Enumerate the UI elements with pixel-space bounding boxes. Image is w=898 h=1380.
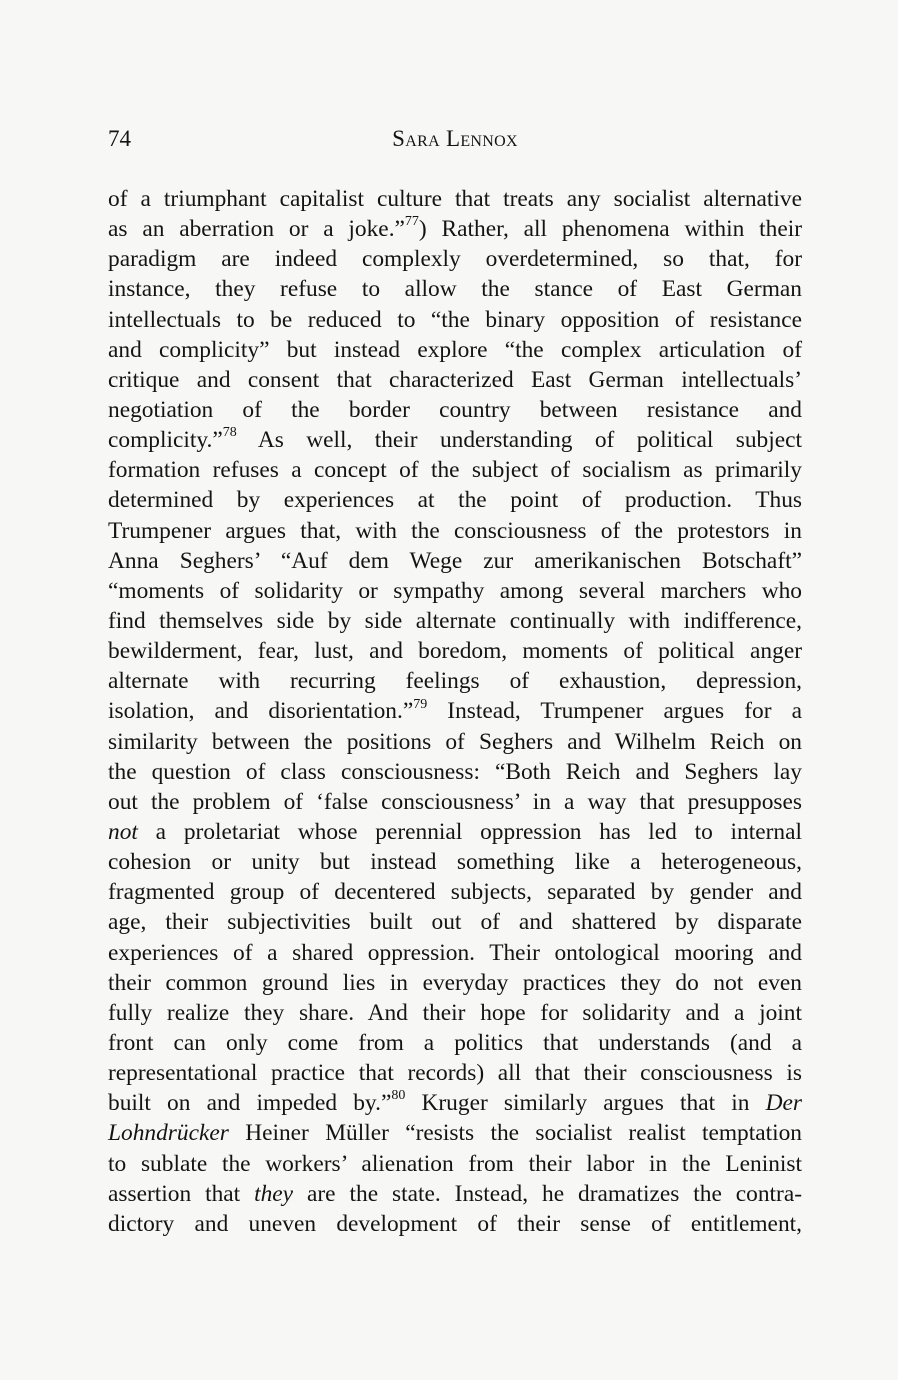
- text-line: built on and impeded by.”$^{80}$ Kruger similarly argues that in Der: [108, 1088, 802, 1117]
- text-line: isolation, and disorientation.”$^{79}$ Instead, Trumpener argues for a: [108, 696, 802, 725]
- text-line: instance, they refuse to allow the stance of East German: [108, 276, 802, 303]
- emphasis: Lohndrücker: [108, 1120, 229, 1147]
- text-line: fully realize they share. And their hope for solidarity and a joint: [108, 999, 802, 1026]
- text-line: determined by experiences at the point of production. Thus: [108, 487, 802, 514]
- text-line: out the problem of ‘false consciousness’ in a way that presupposes: [108, 788, 802, 815]
- text-line: Trumpener argues that, with the consciousness of the protestors in: [108, 517, 802, 544]
- text-line: cohesion or unity but instead something like a heterogeneous,: [108, 849, 802, 876]
- text-line: alternate with recurring feelings of exhaustion, depression,: [108, 668, 802, 695]
- text-line: Anna Seghers’ “Auf dem Wege zur amerikanischen Botschaft”: [108, 547, 802, 574]
- text-line: bewilderment, fear, lust, and boredom, moments of political anger: [108, 638, 802, 665]
- emphasis: they: [254, 1180, 294, 1207]
- text-line: critique and consent that characterized East German intellectuals’: [108, 366, 802, 393]
- text-line: and complicity” but instead explore “the complex articulation of: [108, 336, 802, 363]
- text-line: fragmented group of decentered subjects, separated by gender and: [108, 879, 802, 906]
- footnote-ref-79: 79: [413, 696, 428, 712]
- page-number: 74: [108, 126, 131, 151]
- text-line: as an aberration or a joke.”$^{77}$) Rather, all phenomena within their: [108, 214, 802, 243]
- footnote-ref-80: 80: [391, 1088, 406, 1104]
- footnote-ref-78: 78: [222, 425, 237, 441]
- text-line: Lohndrücker Heiner Müller “resists the socialist realist temptation: [108, 1120, 802, 1147]
- text-line: assertion that they are the state. Instead, he dramatizes the contra-: [108, 1180, 802, 1207]
- text-line: their common ground lies in everyday practices they do not even: [108, 969, 802, 996]
- text-line: dictory and uneven development of their sense of entitlement,: [108, 1210, 802, 1237]
- text-line: negotiation of the border country between resistance and: [108, 396, 802, 423]
- emphasis: not: [108, 818, 138, 845]
- text-line: of a triumphant capitalist culture that treats any socialist alternative: [108, 186, 802, 212]
- page-header: [108, 126, 802, 158]
- text-line: “moments of solidarity or sympathy among several marchers who: [108, 577, 802, 604]
- text-line: intellectuals to be reduced to “the binary opposition of resistance: [108, 306, 802, 333]
- text-line: paradigm are indeed complexly overdetermined, so that, for: [108, 246, 802, 273]
- footnote-ref-77: 77: [404, 214, 419, 230]
- text-line: to sublate the workers’ alienation from their labor in the Leninist: [108, 1150, 802, 1177]
- text-line: experiences of a shared oppression. Their ontological mooring and: [108, 939, 802, 966]
- emphasis: Der: [765, 1090, 802, 1117]
- text-line: age, their subjectivities built out of and shattered by disparate: [108, 909, 802, 936]
- text-line: front can only come from a politics that understands (and a: [108, 1029, 802, 1056]
- text-line: formation refuses a concept of the subject of socialism as primarily: [108, 457, 802, 484]
- text-line: representational practice that records) all that their consciousness is: [108, 1060, 802, 1087]
- text-line: find themselves side by side alternate continually with indifference,: [108, 607, 802, 634]
- body-text: [108, 184, 802, 1239]
- text-line: not a proletariat whose perennial oppression has led to internal: [108, 818, 802, 845]
- text-line: complicity.”$^{78}$ As well, their understanding of political subject: [108, 425, 802, 454]
- text-line: similarity between the positions of Seghers and Wilhelm Reich on: [108, 728, 802, 755]
- text-line: the question of class consciousness: “Both Reich and Seghers lay: [108, 758, 802, 785]
- running-head: Sara Lennox: [392, 126, 518, 151]
